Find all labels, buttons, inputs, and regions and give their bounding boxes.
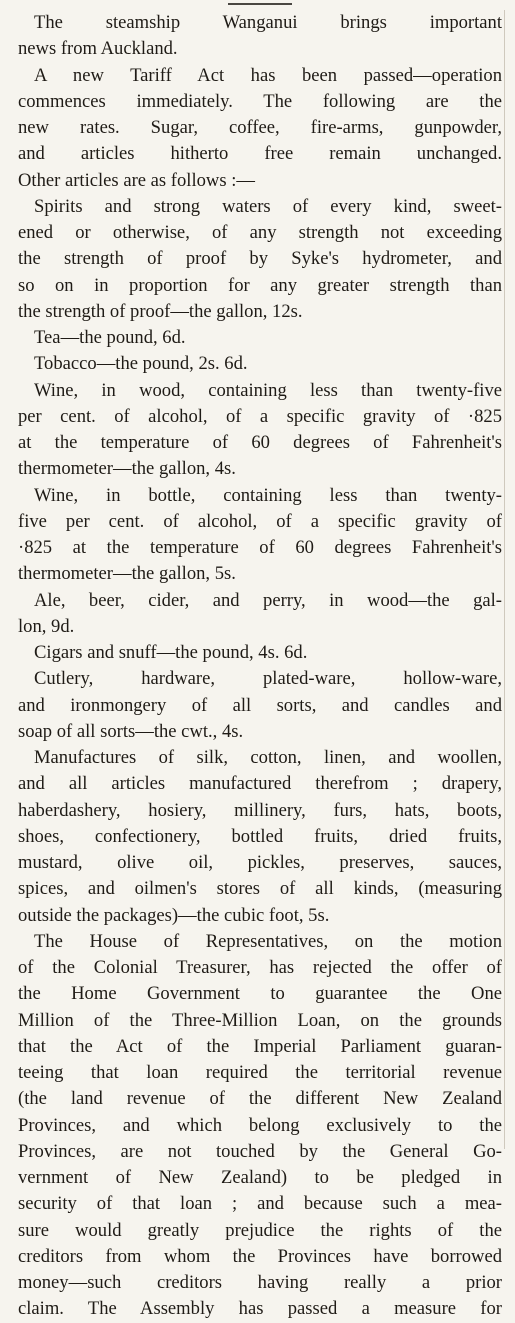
article-line: The steamship Wanganui brings important	[34, 12, 502, 33]
article-line: teeing that loan required the territorial revenue	[18, 1062, 502, 1083]
article-line: the strength of proof by Syke's hydrometer, and	[18, 248, 502, 270]
article-line: so on in proportion for any greater strength than	[18, 274, 502, 296]
article-line: and all articles manufactured therefrom ; drapery,	[18, 773, 502, 795]
article-line: Spirits and strong waters of every kind, sweet-	[34, 195, 502, 217]
article-line: Tea—the pound, 6d.	[34, 327, 186, 348]
article-line: security of that loan ; and because such a mea-	[18, 1193, 502, 1215]
article-line: at the temperature of 60 degrees of Fahrenheit's	[18, 432, 502, 453]
article-line: spices, and oilmen's stores of all kinds, (measuring	[18, 878, 502, 900]
article-line: Wine, in wood, containing less than twenty-five	[34, 379, 502, 401]
section-rule	[228, 3, 292, 5]
article-line: Wine, in bottle, containing less than twenty-	[34, 484, 502, 506]
article-line: outside the packages)—the cubic foot, 5s.	[18, 904, 330, 926]
article-line: Cigars and snuff—the pound, 4s. 6d.	[34, 642, 308, 663]
article-line: Provinces, and which belong exclusively to the	[18, 1114, 502, 1136]
article-line: ened or otherwise, of any strength not exceeding	[18, 222, 502, 243]
article-line: and articles hitherto free remain unchanged.	[18, 143, 502, 165]
article-line: of the Colonial Treasurer, has rejected the offer of	[18, 957, 502, 978]
article-line: that the Act of the Imperial Parliament guaran-	[18, 1035, 502, 1057]
article-line: money—such creditors having really a prior	[18, 1272, 502, 1293]
article-line: Tobacco—the pound, 2s. 6d.	[34, 353, 248, 375]
article-line: per cent. of alcohol, of a specific gravity of ·825	[18, 405, 502, 427]
article-line: five per cent. of alcohol, of a specific gravity of	[18, 510, 502, 532]
article-line: sure would greatly prejudice the rights of the	[18, 1219, 502, 1241]
article-line: The House of Representatives, on the motion	[34, 930, 502, 952]
article-line: shoes, confectionery, bottled fruits, dried fruits,	[18, 825, 502, 847]
article-line: mustard, olive oil, pickles, preserves, sauces,	[18, 852, 502, 873]
article-line: the Home Government to guarantee the One	[18, 983, 502, 1005]
article-line: A new Tariff Act has been passed—operation	[34, 64, 502, 86]
article-line: Ale, beer, cider, and perry, in wood—the gal-	[34, 589, 502, 611]
article-line: the strength of proof—the gallon, 12s.	[18, 300, 303, 322]
article-line: news from Auckland.	[18, 38, 178, 60]
article-line: Manufactures of silk, cotton, linen, and woollen,	[34, 747, 502, 768]
article-line: haberdashery, hosiery, millinery, furs, hats, boots,	[18, 799, 502, 821]
article-line: Cutlery, hardware, plated-ware, hollow-ware,	[34, 668, 502, 690]
article-line: Other articles are as follows :—	[18, 169, 255, 191]
article-line: soap of all sorts—the cwt., 4s.	[18, 720, 244, 742]
article-line: claim. The Assembly has passed a measure for	[18, 1298, 502, 1320]
article-column	[18, 10, 502, 1323]
article-line: and ironmongery of all sorts, and candles and	[18, 694, 502, 716]
article-line: vernment of New Zealand) to be pledged in	[18, 1167, 502, 1188]
article-line: commences immediately. The following are the	[18, 90, 502, 112]
column-edge	[504, 10, 505, 1149]
article-line: (the land revenue of the different New Zealand	[18, 1088, 502, 1110]
article-line: creditors from whom the Provinces have borrowed	[18, 1245, 502, 1267]
article-line: ·825 at the temperature of 60 degrees Fahrenheit's	[18, 537, 502, 558]
article-line: Million of the Three-Million Loan, on the grounds	[18, 1009, 502, 1031]
article-line: thermometer—the gallon, 5s.	[18, 563, 236, 585]
article-line: new rates. Sugar, coffee, fire-arms, gunpowder,	[18, 117, 502, 138]
article-line: Provinces, are not touched by the General Go-	[18, 1140, 502, 1162]
article-line: thermometer—the gallon, 4s.	[18, 458, 236, 480]
article-line: lon, 9d.	[18, 615, 75, 637]
